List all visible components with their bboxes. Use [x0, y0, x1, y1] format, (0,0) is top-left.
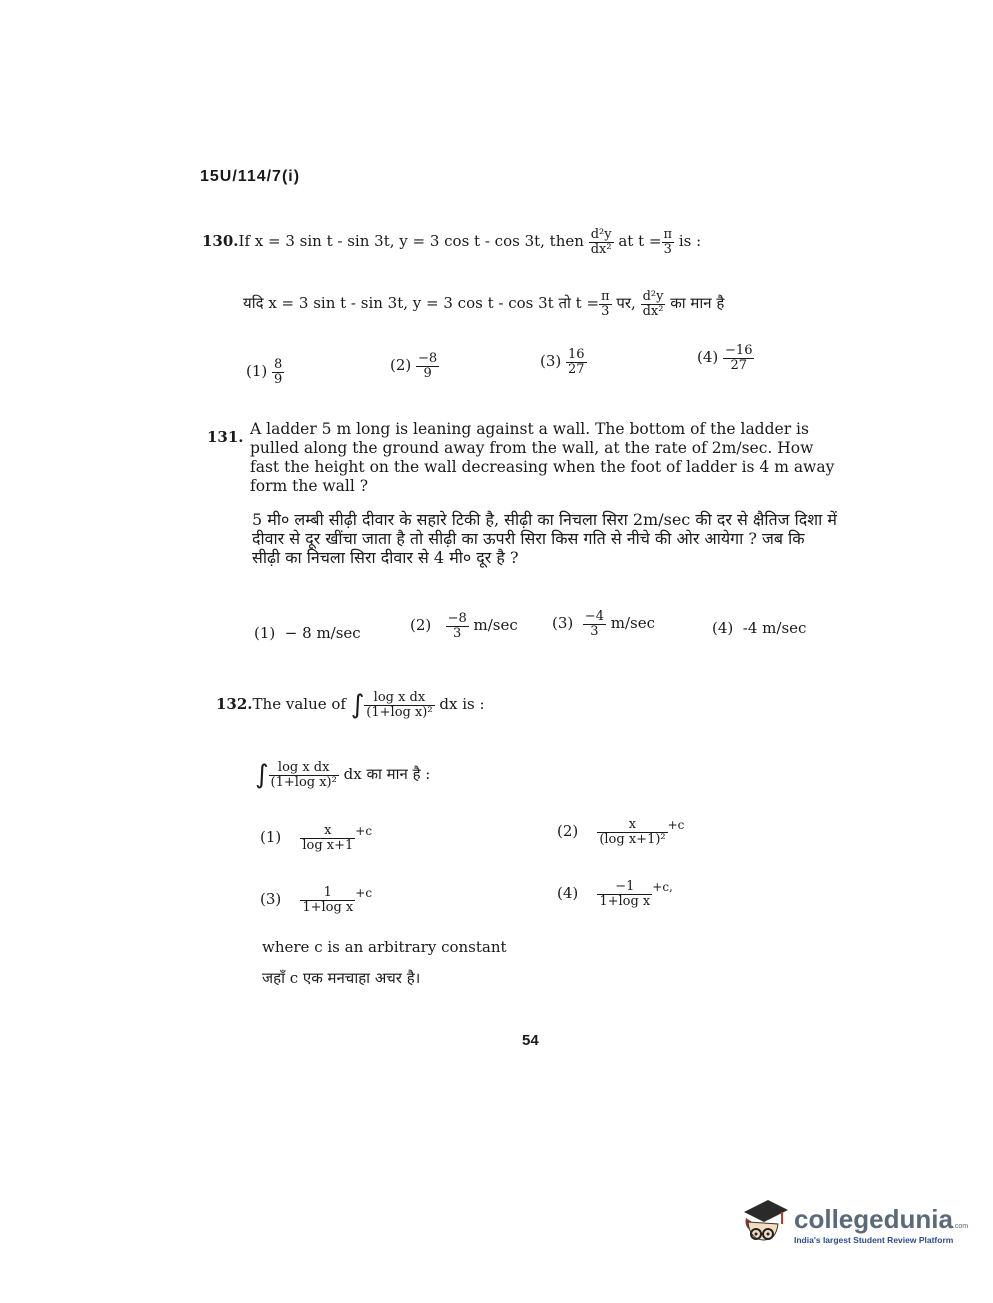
- question-130-hi: [243, 290, 724, 318]
- q131-option-3: (3) $\frac{-4}{3}$ m/sec: [552, 609, 656, 639]
- q131-option-1: (1) − 8 m/sec: [254, 624, 361, 642]
- option-fraction: $\frac{16}{27}$: [568, 347, 585, 377]
- integral-sign: ∫: [350, 690, 365, 720]
- question-text: If x = 3 sin t - sin 3t, y = 3 cos t - cos 3t, then: [238, 232, 584, 251]
- question-132-en: [216, 690, 485, 720]
- option-fraction: $\frac{1}{\text{1+log x}}$: [302, 885, 354, 915]
- q132-option-1: (1) $\frac{x}{\text{log x+1}}$ $^{+c}$: [260, 823, 373, 853]
- q132-option-2: (2) $\frac{x}{\text{(log x+1)²}}$ $^{+c}$: [557, 817, 685, 847]
- question-131-hi: 5 मी० लम्बी सीढ़ी दीवार के सहारे टिकी है, सीढ़ी का निचला सिरा 2m/sec की दर से क्षैतिज दिशा में दीवार से दूर खींचा जाता है तो सीढ़ी का ऊपरी सिरा किस गति से नीचे की ओर आयेगा ? जब कि सीढ़ी का निचला सिरा दीवार से 4 मी० दूर है ?: [252, 510, 837, 567]
- hindi-tail: का मान है: [670, 294, 725, 313]
- q132-option-4: (4) $\frac{-1}{\text{1+log x}}$ $^{+c,}$: [557, 879, 673, 909]
- second-derivative-fraction: $\frac{\text{d²y}}{\text{dx²}}$: [642, 289, 664, 319]
- t-equals: t =: [638, 232, 662, 251]
- option-fraction: $\frac{-1}{\text{1+log x}}$: [599, 879, 651, 909]
- option-fraction: $\frac{x}{\text{log x+1}}$: [302, 823, 354, 853]
- at-word: at: [618, 232, 634, 251]
- pi-over-3: $\frac{\pi}{3}$: [663, 227, 673, 257]
- option-label: (1): [246, 362, 268, 381]
- option-label: (2): [390, 356, 412, 375]
- q130-option-1: [246, 358, 284, 386]
- option-fraction: $\frac{-8}{9}$: [418, 351, 438, 381]
- question-132-hi: [255, 760, 430, 790]
- question-text-hindi: यदि x = 3 sin t - sin 3t, y = 3 cos t - cos 3t तो: [243, 294, 571, 313]
- option-fraction: $\frac{8}{9}$: [274, 357, 283, 387]
- page-number: 54: [522, 1032, 539, 1049]
- pi-over-3: $\frac{\pi}{3}$: [601, 289, 610, 319]
- arbitrary-constant-note: where c is an arbitrary constant: [262, 938, 507, 956]
- option-fraction: $\frac{-4}{3}$: [584, 609, 604, 639]
- integral-sign: ∫: [255, 760, 269, 790]
- integrand-fraction: $\frac{\text{log x dx}}{\text{(1+log x)²}}$: [366, 689, 433, 720]
- option-fraction: $\frac{-8}{3}$: [447, 611, 467, 641]
- question-text: The value of: [252, 695, 346, 713]
- question-tail: dx is :: [439, 695, 485, 713]
- question-130-en: [202, 228, 701, 256]
- q131-option-4: (4) -4 m/sec: [712, 619, 807, 637]
- arbitrary-constant-note-hindi: जहाँ c एक मनचाहा अचर है।: [262, 969, 421, 987]
- par-word: पर,: [616, 294, 636, 313]
- t-equals: t =: [575, 294, 600, 313]
- option-label: (4): [697, 348, 719, 367]
- integrand-fraction: $\frac{\text{log x dx}}{\text{(1+log x)²}}$: [270, 759, 337, 790]
- graduate-cap-mascot-icon: [738, 1196, 790, 1252]
- paper-code: 15U/114/7(i): [200, 168, 301, 185]
- brand-name: collegedunia: [794, 1203, 953, 1234]
- collegedunia-logo: [738, 1196, 968, 1252]
- question-number: 131.: [207, 428, 244, 446]
- brand-tagline: India's largest Student Review Platform: [794, 1234, 954, 1245]
- q130-option-3: [540, 348, 587, 376]
- second-derivative-fraction: $\frac{\text{d²y}}{\text{dx²}}$: [590, 227, 612, 257]
- question-tail-hindi: dx का मान है :: [343, 765, 431, 783]
- question-131-en: A ladder 5 m long is leaning against a wall. The bottom of the ladder is pulled along the ground away from the wall, at the rate of 2m/sec. How fast the height on the wall decreasing when the foot of ladder is 4 m away form the wall ?: [250, 420, 835, 495]
- question-number: 132.: [216, 695, 253, 713]
- q130-option-2: [390, 352, 439, 380]
- is-word: is :: [678, 232, 702, 251]
- option-fraction: $\frac{-16}{27}$: [725, 343, 753, 373]
- brand-suffix: .com: [952, 1222, 969, 1230]
- option-fraction: $\frac{x}{\text{(log x+1)²}}$: [599, 817, 666, 847]
- option-label: (3): [540, 352, 562, 371]
- q130-option-4: [697, 344, 754, 372]
- question-number: 130.: [202, 232, 239, 251]
- q132-option-3: (3) $\frac{1}{\text{1+log x}}$ $^{+c}$: [260, 885, 373, 915]
- q131-option-2: (2) $\frac{-8}{3}$ m/sec: [410, 611, 518, 641]
